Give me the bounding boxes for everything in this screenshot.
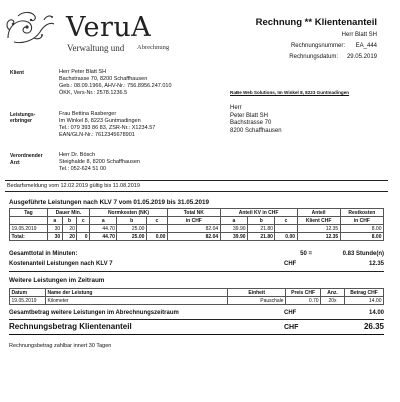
further-table bbox=[9, 288, 384, 305]
table-row bbox=[10, 225, 384, 233]
client-address bbox=[59, 69, 172, 97]
further-total-label: Gesamtbetrag weitere Leistungen im Abrechnungszeitraum bbox=[9, 310, 179, 316]
header-client-name: Herr Blatt SH bbox=[341, 32, 377, 38]
further-cell: Kilometer bbox=[45, 297, 227, 305]
klv-subhead: a bbox=[220, 217, 247, 225]
prescriber-address bbox=[59, 152, 140, 173]
further-total-value: 14.00 bbox=[368, 310, 384, 316]
klv-total-cell: 44.70 bbox=[90, 233, 117, 241]
provider-label-1: Leistungs- bbox=[10, 112, 36, 118]
klv-head-day: Tag bbox=[10, 209, 48, 217]
table-row bbox=[10, 297, 384, 305]
klv-head-share: Anteil bbox=[297, 209, 340, 217]
klv-section-title: Ausgeführte Leistungen nach KLV 7 vom 01.05.2019 bis 31.05.2019 bbox=[9, 199, 210, 206]
further-section-title: Weitere Leistungen im Zeitraum bbox=[9, 277, 105, 284]
klv-total-cell: 12.35 bbox=[297, 233, 340, 241]
provider-line: Im Winkel 8, 8223 Guntmadingen bbox=[59, 118, 141, 124]
client-line: ÖKK, Vers-Nr.: 2578.1236.5 bbox=[59, 90, 128, 96]
further-total-currency: CHF bbox=[284, 310, 297, 316]
client-line: Geb.: 08.09.1966, AHV-Nr.: 756.8956.247.010 bbox=[59, 83, 172, 89]
client-line: Herr Peter Blatt SH bbox=[59, 69, 107, 75]
invoice-total-value: 26.35 bbox=[363, 322, 384, 331]
provider-line: EAN/GLN-Nr.: 7612345678901 bbox=[59, 132, 135, 138]
klv-cell: 82.04 bbox=[167, 225, 220, 233]
klv-header-row-2 bbox=[10, 217, 384, 225]
klv-subhead: c bbox=[146, 217, 167, 225]
provider-line: Tel.: 079 393 86 83, ZSR-Nr.: X1234.57 bbox=[59, 125, 156, 131]
klv-cost-value: 12.35 bbox=[368, 261, 384, 267]
klv-subhead: in CHF bbox=[340, 217, 383, 225]
logo-tagline-1: Verwaltung und bbox=[67, 43, 125, 53]
klv-head-normcost: Normkosten (NK) bbox=[90, 209, 168, 217]
prescriber-line: Herr Dr. Bösch bbox=[59, 152, 96, 158]
klv-head-kv-share: Anteil KV in CHF bbox=[220, 209, 297, 217]
klv-table bbox=[9, 208, 384, 241]
provider-label-2: erbringer bbox=[10, 118, 32, 124]
provider-line: Frau Bettina Rasberger bbox=[59, 111, 117, 117]
further-head-date: Datum bbox=[10, 289, 46, 297]
further-cell: 19.05.2019 bbox=[10, 297, 46, 305]
recipient-line: 8200 Schaffhausen bbox=[230, 127, 282, 134]
divider bbox=[9, 319, 384, 320]
recipient-line: Bachstrasse 70 bbox=[230, 120, 272, 126]
need-notice: Bedarfsmeldung vom 12.02.2019 gültig bis 11.08.2019 bbox=[7, 183, 140, 189]
klv-total-row bbox=[10, 233, 384, 241]
klv-total-cell: 21.80 bbox=[248, 233, 275, 241]
logo bbox=[4, 6, 204, 58]
klv-cell bbox=[146, 225, 167, 233]
logo-tagline-2: Abrechnung bbox=[137, 44, 170, 51]
klv-head-rest: Restkosten bbox=[340, 209, 383, 217]
prescriber-label-2: Arzt bbox=[10, 160, 20, 166]
further-head-qty: Anz. bbox=[321, 289, 345, 297]
further-head-amount: Betrag CHF bbox=[344, 289, 383, 297]
klv-subhead: b bbox=[62, 217, 77, 225]
logo-ornament-icon bbox=[4, 8, 56, 48]
klv-cell: 25.00 bbox=[117, 225, 146, 233]
further-head-name: Name der Leistung bbox=[45, 289, 227, 297]
logo-wordmark: VeruA bbox=[66, 12, 152, 43]
further-header-row bbox=[10, 289, 384, 297]
minutes-total-label: Gesamttotal in Minuten: bbox=[9, 251, 78, 257]
klv-total-cell: 25.00 bbox=[117, 233, 146, 241]
divider bbox=[5, 180, 388, 181]
klv-subhead: a bbox=[47, 217, 62, 225]
klv-cell: 30 bbox=[47, 225, 62, 233]
client-label: Klient bbox=[10, 70, 24, 76]
prescriber-line: Tel.: 052-624 51 00 bbox=[59, 166, 107, 172]
klv-cell bbox=[77, 225, 90, 233]
further-head-price: Preis CHF bbox=[286, 289, 321, 297]
klv-total-cell: 0 bbox=[77, 233, 90, 241]
klv-total-cell: 82.04 bbox=[167, 233, 220, 241]
hours-total-value: 0.83 Stunde(n) bbox=[342, 251, 384, 257]
klv-cell: 8.00 bbox=[340, 225, 383, 233]
invoice-total-currency: CHF bbox=[284, 324, 299, 331]
klv-header-row-1 bbox=[10, 209, 384, 217]
invoice-total-label: Rechnungsbetrag Klientenanteil bbox=[9, 322, 132, 331]
klv-cell: 20 bbox=[62, 225, 77, 233]
klv-subhead: a bbox=[90, 217, 117, 225]
klv-head-duration: Dauer Min. bbox=[47, 209, 89, 217]
klv-cost-currency: CHF bbox=[284, 261, 297, 267]
klv-cost-label: Kostenanteil Leistungen nach KLV 7 bbox=[9, 261, 113, 267]
klv-subhead: b bbox=[117, 217, 146, 225]
further-cell: 20x bbox=[321, 297, 345, 305]
divider bbox=[5, 191, 388, 192]
invoice-number: EA_444 bbox=[355, 43, 377, 49]
recipient-line: Peter Blatt SH bbox=[230, 112, 269, 119]
minutes-total-value: 50 = bbox=[300, 251, 312, 257]
invoice-date: 29.05.2019 bbox=[346, 54, 377, 60]
further-cell: 14.00 bbox=[344, 297, 383, 305]
klv-subhead: c bbox=[77, 217, 90, 225]
klv-total-cell: 0.00 bbox=[275, 233, 297, 241]
prescriber-label-1: Verordnender bbox=[10, 153, 43, 159]
further-cell: 0.70 bbox=[286, 297, 321, 305]
klv-total-cell: Total: bbox=[10, 233, 48, 241]
klv-cell: 19.05.2019 bbox=[10, 225, 48, 233]
klv-head-total-nk: Total NK bbox=[167, 209, 220, 217]
invoice-date-label: Rechnungsdatum: bbox=[289, 54, 338, 60]
divider bbox=[9, 334, 384, 335]
divider bbox=[9, 271, 384, 272]
recipient-address bbox=[230, 105, 282, 135]
klv-cell: 44.70 bbox=[90, 225, 117, 233]
invoice-number-label: Rechnungsnummer: bbox=[290, 43, 345, 49]
klv-total-cell: 8.00 bbox=[340, 233, 383, 241]
recipient-line: Herr bbox=[230, 105, 242, 111]
invoice-title: Rechnung ** Klientenanteil bbox=[255, 17, 377, 28]
klv-cell bbox=[275, 225, 297, 233]
client-line: Bachstrasse 70, 8200 Schaffhausen bbox=[59, 76, 148, 82]
klv-total-cell: 0.00 bbox=[146, 233, 167, 241]
klv-cell: 39.90 bbox=[220, 225, 247, 233]
further-cell: Pauschale bbox=[228, 297, 286, 305]
klv-subhead bbox=[10, 217, 48, 225]
klv-total-cell: 20 bbox=[62, 233, 77, 241]
klv-subhead: b bbox=[248, 217, 275, 225]
klv-cell: 12.35 bbox=[297, 225, 340, 233]
payment-terms-note: Rechnungsbetrag zahlbar innert 30 Tagen bbox=[9, 343, 112, 349]
klv-subhead: Klient CHF bbox=[297, 217, 340, 225]
klv-total-cell: 30 bbox=[47, 233, 62, 241]
klv-total-cell: 39.90 bbox=[220, 233, 247, 241]
sender-return-line: RaBe Web Solutions, Im Winkel 8, 8223 Guntmadingen bbox=[230, 90, 350, 95]
klv-subhead: c bbox=[275, 217, 297, 225]
klv-subhead: in CHF bbox=[167, 217, 220, 225]
prescriber-line: Steighalde 8, 8200 Schaffhausen bbox=[59, 159, 140, 165]
klv-cell: 21.80 bbox=[248, 225, 275, 233]
further-head-unit: Einheit bbox=[228, 289, 286, 297]
provider-address bbox=[59, 111, 155, 139]
